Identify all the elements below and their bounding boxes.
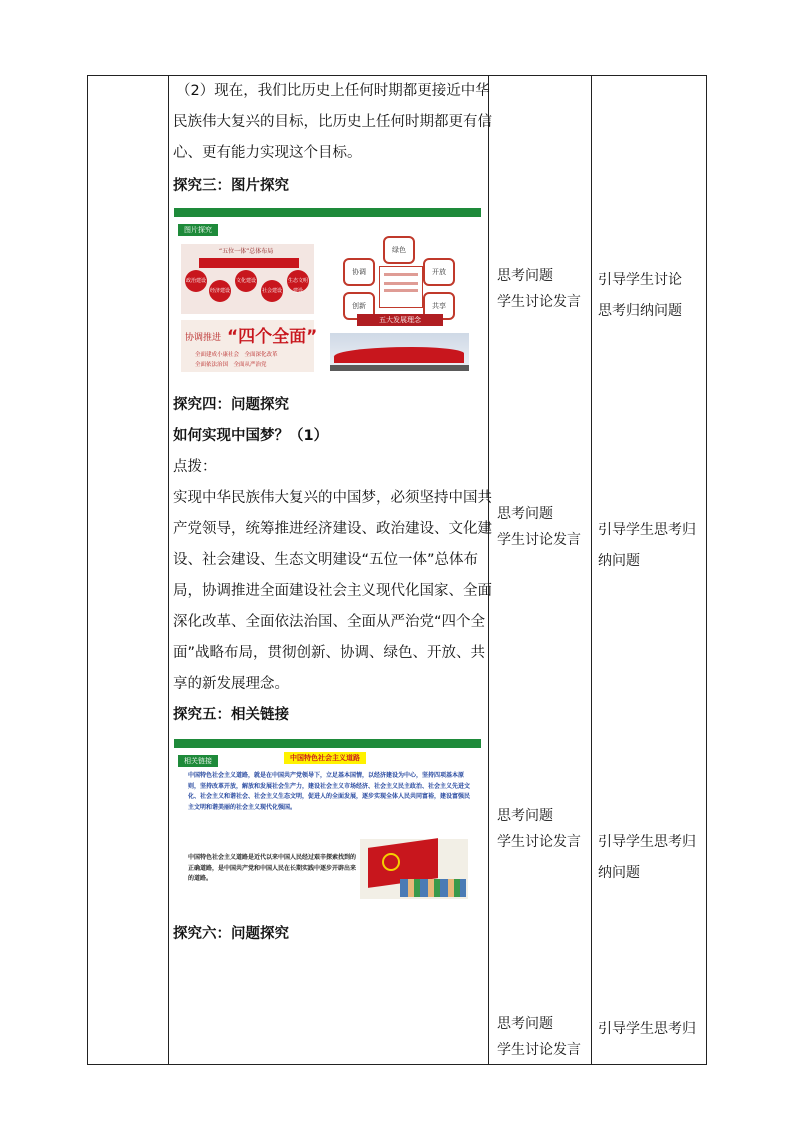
tip-label: 点拨：	[173, 459, 217, 475]
landscape-picture	[330, 333, 469, 371]
teacher-activity: 引导学生思考归	[598, 1021, 696, 1037]
student-activity: 学生讨论发言	[497, 1042, 581, 1058]
answer-line: 局，协调推进全面建设社会主义现代化国家、全面	[173, 583, 492, 599]
concept-node: 绿色	[383, 236, 415, 264]
sige-big: “四个全面”	[227, 327, 318, 347]
question: 如何实现中国梦？（1）	[173, 428, 329, 444]
slide-image-picture-inquiry	[174, 208, 481, 375]
slide-header-bar	[174, 208, 481, 217]
student-activity: 思考问题	[497, 268, 553, 284]
concept-node: 创新	[343, 292, 375, 320]
answer-line: 面”战略布局，贯彻创新、协调、绿色、开放、共	[173, 645, 486, 661]
table-divider	[488, 76, 489, 1064]
sige-line: 全面依法治国 全面从严治党	[195, 362, 267, 368]
teacher-activity: 思考归纳问题	[598, 303, 682, 319]
concept-node: 共享	[423, 292, 455, 320]
answer-line: 产党领导，统筹推进经济建设、政治建设、文化建	[173, 521, 492, 537]
sige-line: 全面建成小康社会 全面深化改革	[195, 352, 278, 358]
slide-header-bar	[174, 739, 481, 748]
circle-mark: 文化建设	[235, 270, 257, 292]
teacher-activity: 引导学生讨论	[598, 272, 682, 288]
section-heading: 探究四：问题探究	[173, 397, 289, 413]
student-activity: 学生讨论发言	[497, 294, 581, 310]
intro-line: 心、更有能力实现这个目标。	[173, 145, 362, 161]
circle-mark: 社会建设	[261, 280, 283, 302]
student-activity: 学生讨论发言	[497, 834, 581, 850]
concept-node: 协调	[343, 258, 375, 286]
fazhan-title: 五大发展理念	[357, 314, 443, 326]
teacher-activity: 纳问题	[598, 553, 640, 569]
intro-line: （2）现在，我们比历史上任何时期都更接近中华	[176, 83, 490, 99]
answer-line: 享的新发展理念。	[173, 676, 289, 692]
slide2-title: 中国特色社会主义道路	[284, 752, 366, 764]
student-activity: 思考问题	[497, 808, 553, 824]
student-activity: 思考问题	[497, 506, 553, 522]
circle-mark: 政治建设	[185, 270, 207, 292]
sige-panel	[181, 320, 318, 372]
circle-mark: 生态文明建设	[287, 270, 309, 292]
wuwei-panel	[181, 244, 314, 314]
fazhan-diagram	[329, 232, 469, 328]
concept-center	[379, 266, 423, 308]
section-heading: 探究三：图片探究	[173, 178, 289, 194]
answer-line: 深化改革、全面依法治国、全面从严治党“四个全	[173, 614, 486, 630]
table-divider	[591, 76, 592, 1064]
slide2-paragraph: 中国特色社会主义道路，就是在中国共产党领导下，立足基本国情，以经济建设为中心，坚持四项基本原则，坚持改革开放，解放和发展社会生产力，建设社会主义市场经济、社会主义民主政治、社会主义先进文化、社会主义和谐社会、社会主义生态文明，促进人的全面发展，逐步实现全体人民共同富裕，建设富强民主文明和谐美丽的社会主义现代化强国。	[188, 772, 471, 811]
table-divider	[168, 76, 169, 1064]
party-flag-picture	[360, 839, 468, 899]
wuwei-title: “五位一体”总体布局	[219, 248, 274, 255]
teacher-activity: 引导学生思考归	[598, 522, 696, 538]
student-activity: 思考问题	[497, 1016, 553, 1032]
lesson-table	[87, 75, 707, 1065]
slide-image-related-link	[174, 739, 481, 901]
section-heading: 探究六：问题探究	[173, 926, 289, 942]
circle-mark: 经济建设	[209, 280, 231, 302]
section-heading: 探究五：相关链接	[173, 707, 289, 723]
student-activity: 学生讨论发言	[497, 532, 581, 548]
answer-line: 设、社会建设、生态文明建设“五位一体”总体布	[173, 552, 479, 568]
intro-line: 民族伟大复兴的目标，比历史上任何时期都更有信	[173, 114, 492, 130]
wuwei-ribbon	[199, 258, 299, 268]
slide2-paragraph: 中国特色社会主义道路是近代以来中国人民经过艰辛探索找到的正确道路，是中国共产党和中国人民在长期实践中逐步开辟出来的道路。	[188, 854, 356, 882]
teacher-activity: 引导学生思考归	[598, 834, 696, 850]
slide-tag: 图片探究	[178, 224, 218, 236]
slide-tag: 相关链接	[178, 755, 218, 767]
answer-line: 实现中华民族伟大复兴的中国梦，必须坚持中国共	[173, 490, 492, 506]
concept-node: 开放	[423, 258, 455, 286]
sige-prefix: 协调推进	[185, 333, 222, 343]
teacher-activity: 纳问题	[598, 865, 640, 881]
